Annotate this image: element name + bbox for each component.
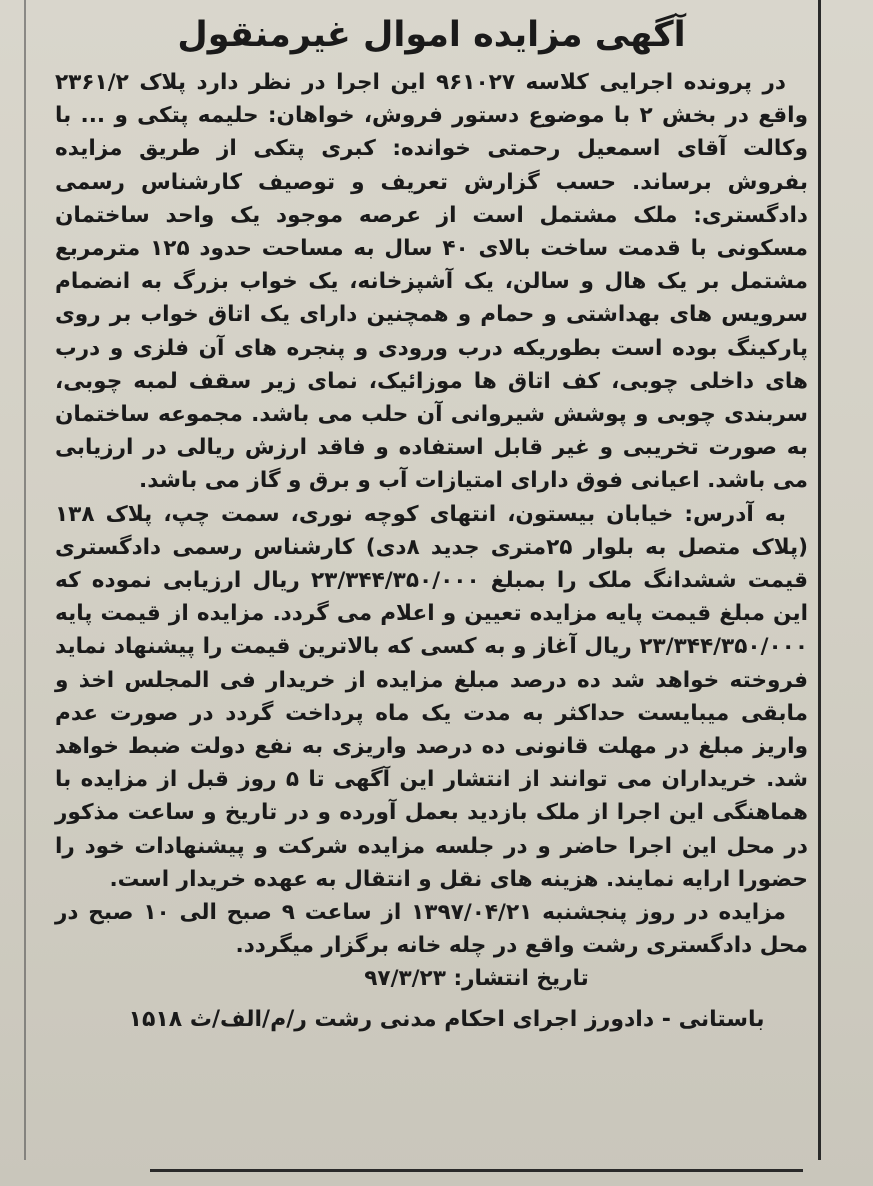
- publish-date: تاریخ انتشار: ۹۷/۳/۲۳: [364, 966, 589, 992]
- notice-paragraph-property: در پرونده اجرایی کلاسه ۹۶۱۰۲۷ این اجرا در نظر دارد پلاک ۲۳۶۱/۲ واقع در بخش ۲ با موضوع دستور فروش، خواهان: حلیمه پتکی و ... با وکالت آقای اسمعیل رحمتی خوانده: کبری پتکی از طریق مزایده بفروش برساند. حسب گزارش تعریف و توصیف کارشناس رسمی دادگستری: ملک مشتمل است از عرصه موجود یک واحد ساختمان مسکونی با قدمت ساخت بالای ۴۰ سال به مساحت حدود ۱۲۵ مترمربع مشتمل بر یک هال و سالن، یک آشپزخانه، یک خواب بزرگ به انضمام سرویس های بهداشتی و حمام و همچنین دارای یک اتاق خواب بر روی پارکینگ بوده است بطوریکه درب ورودی و پنجره های آن فلزی و درب های داخلی چوبی، کف اتاق ها موزائیک، نمای زیر سقف لمبه چوبی، سربندی چوبی و پوشش شیروانی آن حلب می باشد. مجموعه ساختمان به صورت تخریبی و غیر قابل استفاده و فاقد ارزش ریالی در ارزیابی می باشد. اعیانی فوق دارای امتیازات آب و برق و گاز می باشد.: [55, 70, 808, 494]
- column-rule-left: [24, 0, 26, 1160]
- notice-signature: باستانی - دادورز اجرای احکام مدنی رشت ر/م/الف/ث ۱۵۱۸: [128, 1007, 765, 1033]
- auction-notice: [55, 0, 808, 1156]
- notice-paragraph-address-terms: به آدرس: خیابان بیستون، انتهای کوچه نوری، سمت چپ، پلاک ۱۳۸ (پلاک متصل به بلوار ۲۵متری جدید ۸دی) کارشناس رسمی دادگستری قیمت ششدانگ ملک را بمبلغ ۲۳/۳۴۴/۳۵۰/۰۰۰ ریال ارزیابی نموده که این مبلغ قیمت پایه مزایده تعیین و اعلام می گردد. مزایده از قیمت پایه ۲۳/۳۴۴/۳۵۰/۰۰۰ ریال آغاز و به کسی که بالاترین قیمت را پیشنهاد نماید فروخته خواهد شد ده درصد مبلغ مزایده از خریدار فی المجلس اخذ و مابقی میبایست حداکثر به مدت یک ماه پرداخت گردد در صورت عدم واریز مبلغ در مهلت قانونی ده درصد واریزی به نفع دولت ضبط خواهد شد. خریداران می توانند از انتشار این آگهی تا ۵ روز قبل از مزایده با هماهنگی این اجرا از ملک بازدید بعمل آورده و در تاریخ و ساعت مذکور در محل این اجرا حاضر و در جلسه مزایده شرکت و پیشنهادات خود را حضورا ارایه نمایند. هزینه های نقل و انتقال به عهده خریدار است.: [55, 501, 808, 892]
- notice-paragraph-auction-date: مزایده در روز پنجشنبه ۱۳۹۷/۰۴/۲۱ از ساعت ۹ صبح الی ۱۰ صبح در محل دادگستری رشت واقع در چله خانه برگزار میگردد.: [55, 900, 808, 959]
- column-rule-right: [818, 0, 821, 1160]
- column-rule-bottom: [150, 1169, 803, 1172]
- notice-title: آگهی مزایده اموال غیرمنقول: [177, 15, 686, 55]
